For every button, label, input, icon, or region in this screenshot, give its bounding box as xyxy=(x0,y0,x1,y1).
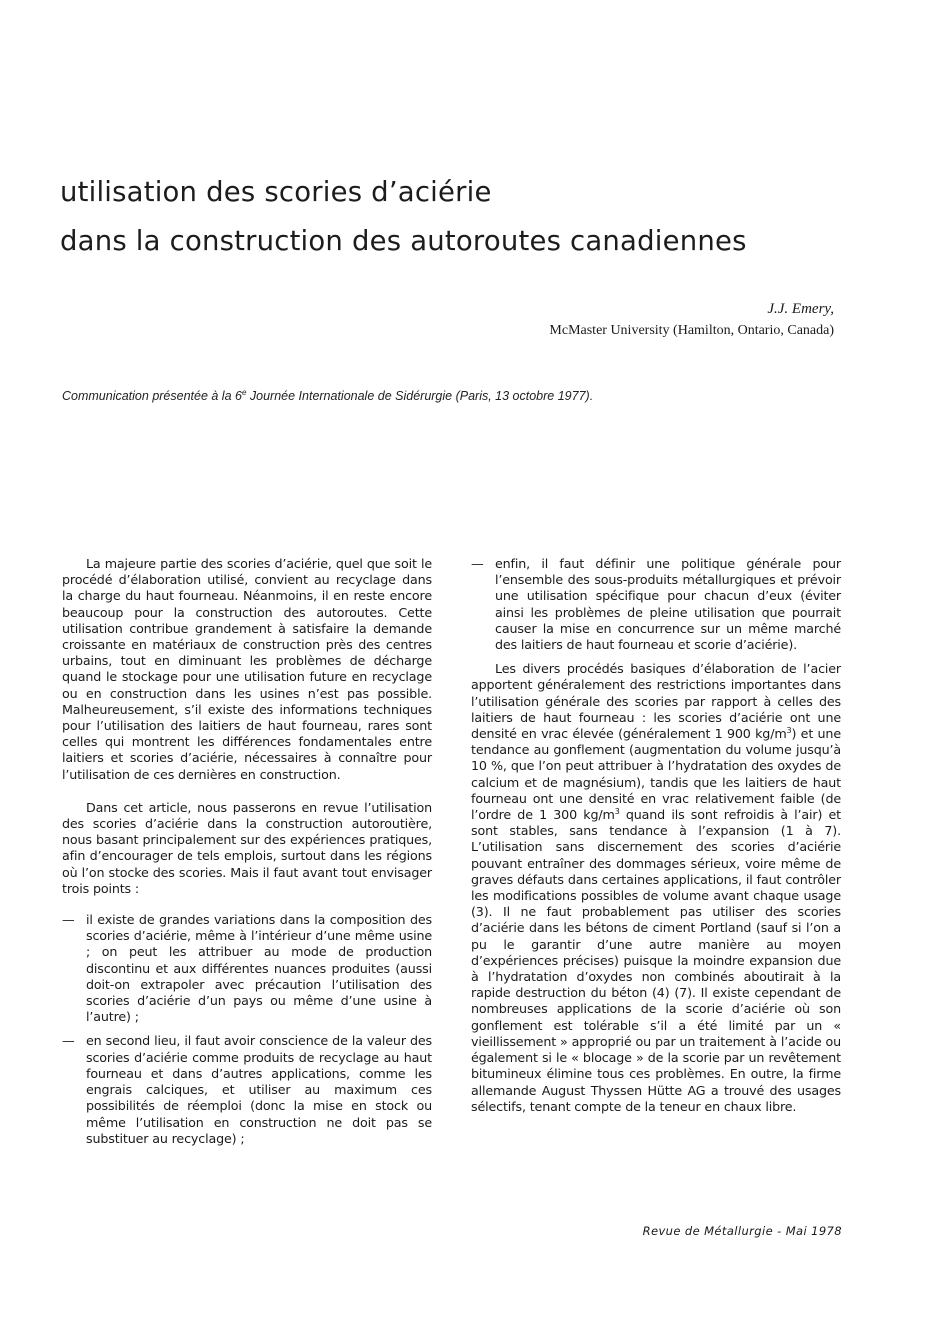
title-line-1: utilisation des scories d’aciérie xyxy=(60,176,492,208)
superscript: 3 xyxy=(614,806,620,816)
dash-marker: — xyxy=(471,556,484,571)
author-affiliation: McMaster University (Hamilton, Ontario, Canada) xyxy=(549,323,834,338)
list-item-text: en second lieu, il faut avoir conscience de la valeur des scories d’aciérie comme produits de recyclage au haut fourneau et dans d’autres applications, comme les engrais calciques, et utiliser au maximum ces possibilités de réemploi (donc la mise en stock ou même l’utilisation en construction ne doit pas se substituer au recyclage) ; xyxy=(86,1033,432,1146)
list-item-recycling xyxy=(62,1033,432,1146)
dash-marker: — xyxy=(62,912,75,928)
author-name: J.J. Emery, xyxy=(767,301,834,317)
communication-superscript: e xyxy=(241,388,247,397)
paragraph-text: ) et une tendance au gonflement (augmentation du volume jusqu’à 10 %, que l’on peut attribuer à l’hydratation des oxydes de calcium et de magnésium), tandis que les laitiers de haut fourneau ont une densité en vrac relativement faible (de l’ordre de 1 300 kg/m xyxy=(471,726,841,823)
superscript: 3 xyxy=(786,725,792,735)
communication-suffix: Journée Internationale de Sidérurgie (Paris, 13 octobre 1977). xyxy=(246,389,594,404)
paragraph-basic-processes xyxy=(471,661,841,1115)
communication-prefix: Communication présentée à la 6 xyxy=(62,389,242,404)
paragraph-text: quand ils sont refroidis à l’air) et sont stables, sans tendance à l’expansion (1 à 7). L’utilisation sans discernement des scories d’aciérie pouvant entraîner des dommages sérieux, voire même de graves défauts dans certaines applications, il faut contrôler les modifications possibles de volume avant chaque usage (3). Il ne faut probablement pas utiliser des scories d’aciérie dans les bétons de ciment Portland (sauf si l’on a pu le garantir d’une autre manière au moyen d’expériences précises) puisque la moindre expansion due à l’hydratation d’oxydes non combinés aboutirait à la rapide destruction du béton (4) (7). Il existe cependant de nombreuses applications de la scorie d’aciérie où son gonflement est tolérable s’il a été limité par un « vieillissement » approprié ou par un traitement à l’acide ou également si le « blocage » de la scorie par un revêtement bitumineux élimine tous ces problèmes. En outre, la firme allemande August Thyssen Hütte AG a trouvé des usages sélectifs, tenant compte de la teneur en chaux libre. xyxy=(471,807,841,1114)
article-title xyxy=(60,168,880,266)
list-item-text: enfin, il faut définir une politique générale pour l’ensemble des sous-produits métallurgiques et prévoir une utilisation spécifique pour chacun d’eux (éviter ainsi les problèmes de pleine utilisation que pourrait causer la mise en concurrence sur un même marché des laitiers de haut fourneau et scorie d’aciérie). xyxy=(495,556,841,653)
communication-note xyxy=(62,388,862,403)
list-item-policy xyxy=(471,556,841,653)
list-item-variations xyxy=(62,912,432,1025)
right-column xyxy=(471,556,841,1115)
paragraph-article-scope: Dans cet article, nous passerons en revue l’utilisation des scories d’aciérie dans la construction autoroutière, nous basant principalement sur des expériences pratiques, afin d’encourager de tels emplois, surtout dans les régions où l’on stocke des scories. Mais il faut avant tout envisager trois points : xyxy=(62,799,432,896)
journal-footer: Revue de Métallurgie - Mai 1978 xyxy=(642,1224,842,1238)
left-column xyxy=(62,556,432,1147)
paragraph-intro: La majeure partie des scories d’aciérie, quel que soit le procédé d’élaboration utilisé, convient au recyclage dans la charge du haut fourneau. Néanmoins, il en reste encore beaucoup pour la construction des autoroutes. Cette utilisation contribue grandement à satisfaire la demande croissante en matériaux de construction près des centres urbains, tout en diminuant les problèmes de décharge quand le stockage pour une utilisation future en recyclage ou en construction dans les usines n’est pas possible. Malheureusement, s’il existe des informations techniques pour l’utilisation des laitiers de haut fourneau, rares sont celles qui montrent les différences fondamentales entre laitiers et scories d’aciérie, nécessaires à connaître pour l’utilisation de ces dernières en construction. xyxy=(62,556,432,782)
list-item-text: il existe de grandes variations dans la composition des scories d’aciérie, même à l’intérieur d’une même usine ; on peut les attribuer au mode de production discontinu et aux différentes nuances produites (aussi doit-on extrapoler avec précaution l’utilisation des scories d’aciérie d’un pays ou même d’une usine à l’autre) ; xyxy=(86,912,432,1025)
dash-marker: — xyxy=(62,1033,75,1049)
title-line-2: dans la construction des autoroutes canadiennes xyxy=(60,225,747,257)
paragraph-text: Les divers procédés basiques d’élaboration de l’acier apportent généralement des restrictions importantes dans l’utilisation générale des scories par rapport à celles des laitiers de haut fourneau : les scories d’aciérie ont une densité en vrac élevée (généralement 1 900 kg/m xyxy=(471,661,841,742)
author-block xyxy=(549,298,834,342)
